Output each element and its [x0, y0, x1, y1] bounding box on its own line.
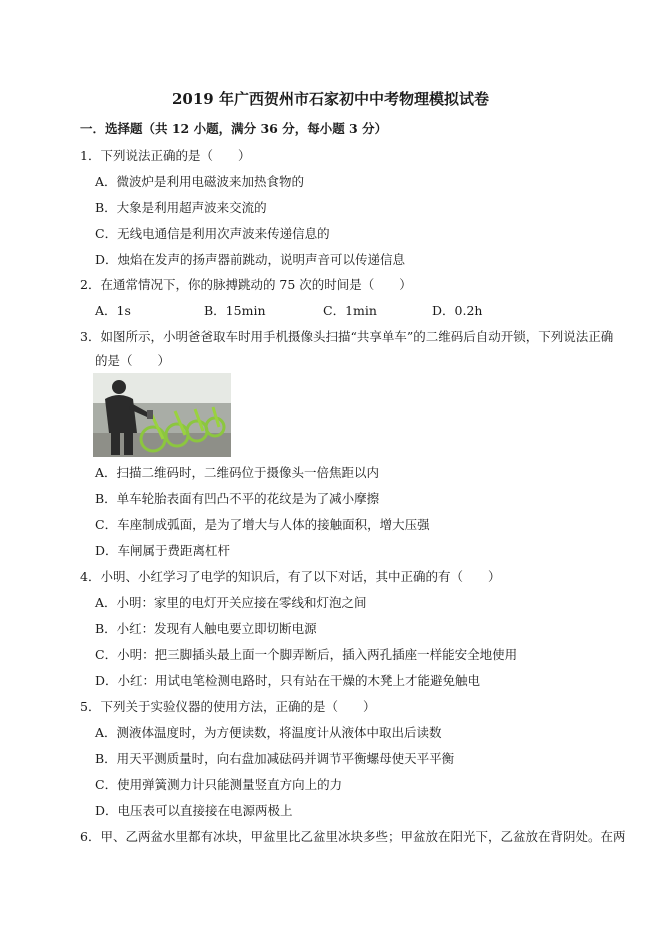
question-5-option-c: C．使用弹簧测力计只能测量竖直方向上的力: [95, 777, 343, 792]
question-1-option-d: D．烛焰在发声的扬声器前跳动，说明声音可以传递信息: [95, 252, 406, 267]
question-1-option-c: C．无线电通信是利用次声波来传递信息的: [95, 226, 330, 241]
question-1-option-b: B．大象是利用超声波来交流的: [95, 200, 267, 215]
question-5-option-d: D．电压表可以直接接在电源两极上: [95, 803, 293, 818]
question-3-option-c: C．车座制成弧面，是为了增大与人体的接触面积，增大压强: [95, 517, 430, 532]
question-3-option-b: B．单车轮胎表面有凹凸不平的花纹是为了减小摩擦: [95, 491, 380, 506]
question-4-option-b: B．小红：发现有人触电要立即切断电源: [95, 621, 317, 636]
question-3-option-a: A．扫描二维码时，二维码位于摄像头一倍焦距以内: [95, 465, 380, 480]
question-3-stem: 3．如图所示，小明爸爸取车时用手机摄像头扫描“共享单车”的二维码后自动开锁，下列说法正确: [80, 329, 614, 344]
question-1-option-a: A．微波炉是利用电磁波来加热食物的: [95, 174, 305, 189]
question-2-option-c: C．1min: [323, 303, 377, 318]
question-4-option-d: D．小红：用试电笔检测电路时，只有站在干燥的木凳上才能避免触电: [95, 673, 481, 688]
question-5-option-b: B．用天平测质量时，向右盘加减砝码并调节平衡螺母使天平平衡: [95, 751, 455, 766]
question-5-stem: 5．下列关于实验仪器的使用方法，正确的是（ ）: [80, 699, 376, 714]
question-3-stem-continued: 的是（ ）: [95, 353, 171, 368]
question-1-stem: 1．下列说法正确的是（ ）: [80, 148, 251, 163]
question-2-stem: 2．在通常情况下，你的脉搏跳动的 75 次的时间是（ ）: [80, 277, 412, 292]
question-6-stem: 6．甲、乙两盆水里都有冰块，甲盆里比乙盆里冰块多些；甲盆放在阳光下，乙盆放在背阴处。在两: [80, 829, 626, 844]
question-2-option-b: B．15min: [204, 303, 266, 318]
question-5-option-a: A．测液体温度时，为方便读数，将温度计从液体中取出后读数: [95, 725, 442, 740]
page-title: 2019 年广西贺州市石家初中中考物理模拟试卷: [172, 90, 489, 108]
question-2-option-a: A．1s: [95, 303, 131, 318]
section-heading: 一．选择题（共 12 小题，满分 36 分，每小题 3 分）: [80, 121, 388, 136]
question-4-option-a: A．小明：家里的电灯开关应接在零线和灯泡之间: [95, 595, 367, 610]
question-4-stem: 4．小明、小红学习了电学的知识后，有了以下对话，其中正确的有（ ）: [80, 569, 501, 584]
question-3-option-d: D．车闸属于费距离杠杆: [95, 543, 231, 558]
question-4-option-c: C．小明：把三脚插头最上面一个脚弄断后，插入两孔插座一样能安全地使用: [95, 647, 518, 662]
shared-bike-photo: [93, 373, 231, 457]
question-2-option-d: D．0.2h: [432, 303, 483, 318]
